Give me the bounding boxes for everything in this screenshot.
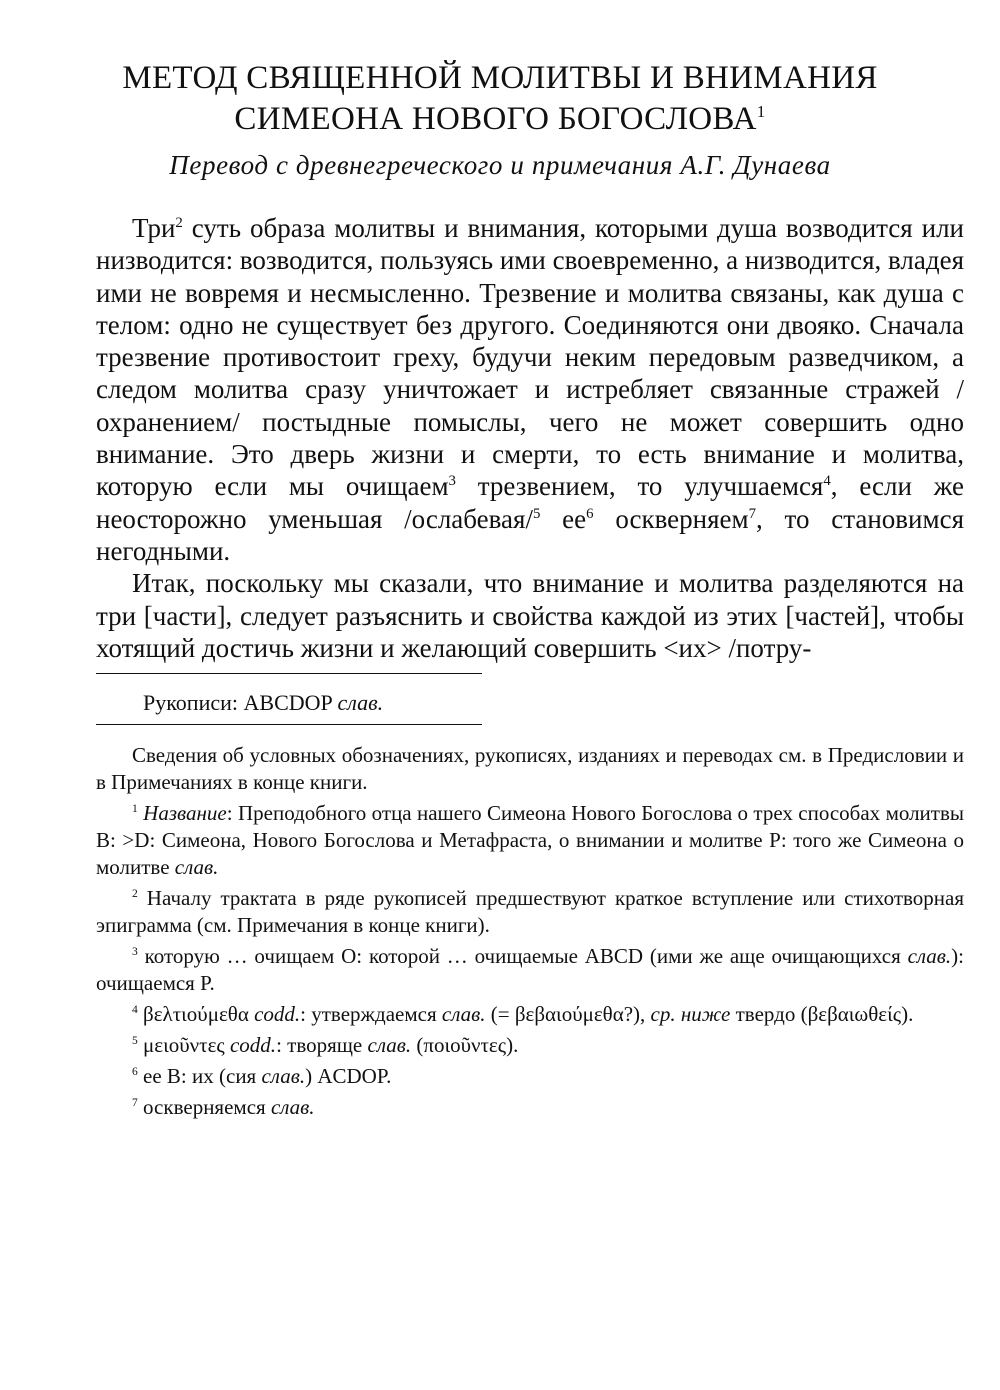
- footnote-number: 2: [132, 888, 138, 900]
- footnote-label: Название: [143, 801, 227, 825]
- footnote-text: оскверняемся: [143, 1095, 266, 1119]
- footnote-text: ее B: их (сия: [143, 1064, 257, 1088]
- footnote-1: [96, 800, 964, 881]
- footnote-abbr: слав.: [261, 1064, 306, 1088]
- note-ref-2: 2: [175, 215, 183, 231]
- manuscripts-label: Рукописи: ABCDOP: [143, 690, 332, 715]
- manuscripts-line: [143, 690, 383, 716]
- footnote-intro: Сведения об условных обозначениях, рукописях, изданиях и переводах см. в Предисловии и в Примечаниях в конце книги.: [96, 743, 964, 794]
- title-line-1: МЕТОД СВЯЩЕННОЙ МОЛИТВЫ И ВНИМАНИЯ: [122, 60, 878, 96]
- separator-rule-bottom: [96, 724, 482, 725]
- footnote-2: [96, 885, 964, 939]
- footnote-text: ): очищаемся P.: [96, 944, 964, 995]
- footnote-text: Началу трактата в ряде рукописей предшествуют краткое вступление или стихотворная эпиграмма (см. Примечания в конце книги).: [96, 886, 964, 937]
- text-run: суть образа молитвы и внимания, которыми душа возводится или низводится: возводится, пользуясь ими своевременно, а низводится, владея ими не вовремя и несмысленно. Трезвение и молитва связаны, как душа с телом: одно не существует без другого. Соединяются они двояко. Сначала трезвение противостоит греху, будучи неким передовым разведчиком, а следом молитва сразу уничтожает и истребляет связанные стражей /охранением/ постыдные помыслы, чего не может совершить одно внимание. Это дверь жизни и смерти, то есть внимание и молитва, которую если мы очищаем: [96, 213, 964, 502]
- greek-word: βελτιούμεθα: [143, 1002, 249, 1026]
- footnote-text: твердо (βεβαιωθείς).: [735, 1002, 914, 1026]
- text-run: Три: [132, 213, 176, 243]
- footnote-5: [96, 1032, 964, 1059]
- footnote-abbr: ср. ниже: [650, 1002, 731, 1026]
- note-ref-3: 3: [448, 473, 456, 490]
- manuscripts-abbr: слав.: [337, 690, 384, 715]
- footnote-abbr: слав.: [441, 1002, 486, 1026]
- footnote-text: которую … очищаем O: которой … очищаемые ABCD (ими же аще очищающихся: [144, 944, 901, 968]
- text-run: трезвением, то улучшаемся: [455, 471, 824, 502]
- note-ref-5: 5: [532, 505, 541, 522]
- footnote-3: [96, 943, 964, 997]
- footnote-text: (= βεβαιούμεθα?),: [490, 1002, 646, 1026]
- footnote-6: [96, 1063, 964, 1090]
- text-run: ее: [540, 503, 587, 534]
- title-note-ref: 1: [756, 102, 766, 121]
- footnote-text: : утверждаемся: [300, 1002, 437, 1026]
- footnote-abbr: слав.: [907, 944, 952, 968]
- footnote-text: ) ACDOP.: [305, 1064, 392, 1088]
- footnote-abbr: слав.: [367, 1033, 412, 1057]
- greek-word: μειοῦντες: [143, 1033, 225, 1057]
- text-run: оскверняем: [593, 503, 749, 534]
- text-run: , если же неосторожно уменьшая /ослабевая/: [96, 471, 964, 534]
- footnotes: [96, 742, 964, 1125]
- title-line-2-text: СИМЕОНА НОВОГО БОГОСЛОВА: [234, 101, 757, 137]
- title-line-2: [0, 99, 1000, 140]
- note-ref-6: 6: [586, 505, 594, 522]
- footnote-number: 6: [132, 1066, 138, 1078]
- footnote-text: : творяще: [276, 1033, 363, 1057]
- footnote-number: 5: [132, 1035, 138, 1047]
- footnote-text: : Преподобного отца нашего Симеона Нового Богослова о трех способах молитвы B: >D: Симеона, Нового Богослова и Метафраста, о внимании и молитве P: того же Симеона о молитве: [96, 801, 965, 879]
- paragraph-1: [96, 212, 964, 567]
- footnote-abbr: codd.: [229, 1033, 277, 1057]
- footnote-abbr: слав.: [174, 855, 219, 879]
- separator-rule-top: [96, 673, 482, 674]
- page-title: [0, 58, 1000, 140]
- footnote-7: [96, 1094, 964, 1121]
- note-ref-7: 7: [748, 505, 757, 522]
- translator-subtitle: Перевод с древнегреческого и примечания А.Г. Дунаева: [169, 150, 831, 180]
- footnote-number: 7: [132, 1097, 138, 1109]
- footnote-text: (ποιοῦντες).: [416, 1033, 519, 1057]
- note-ref-4: 4: [823, 473, 831, 490]
- text-run: , то становимся негодными.: [96, 503, 964, 566]
- footnote-number: 1: [132, 803, 138, 815]
- footnote-number: 3: [132, 946, 138, 958]
- paragraph-2: Итак, поскольку мы сказали, что внимание и молитва разделяются на три [части], следует разъяснить и свойства каждой из этих [частей], чтобы хотящий достичь жизни и желающий совершить <их> /потру-: [96, 568, 964, 663]
- footnote-4: [96, 1001, 964, 1028]
- footnote-abbr: слав.: [270, 1095, 315, 1119]
- main-text: [96, 212, 964, 664]
- footnote-abbr: codd.: [254, 1002, 301, 1026]
- footnote-number: 4: [132, 1004, 138, 1016]
